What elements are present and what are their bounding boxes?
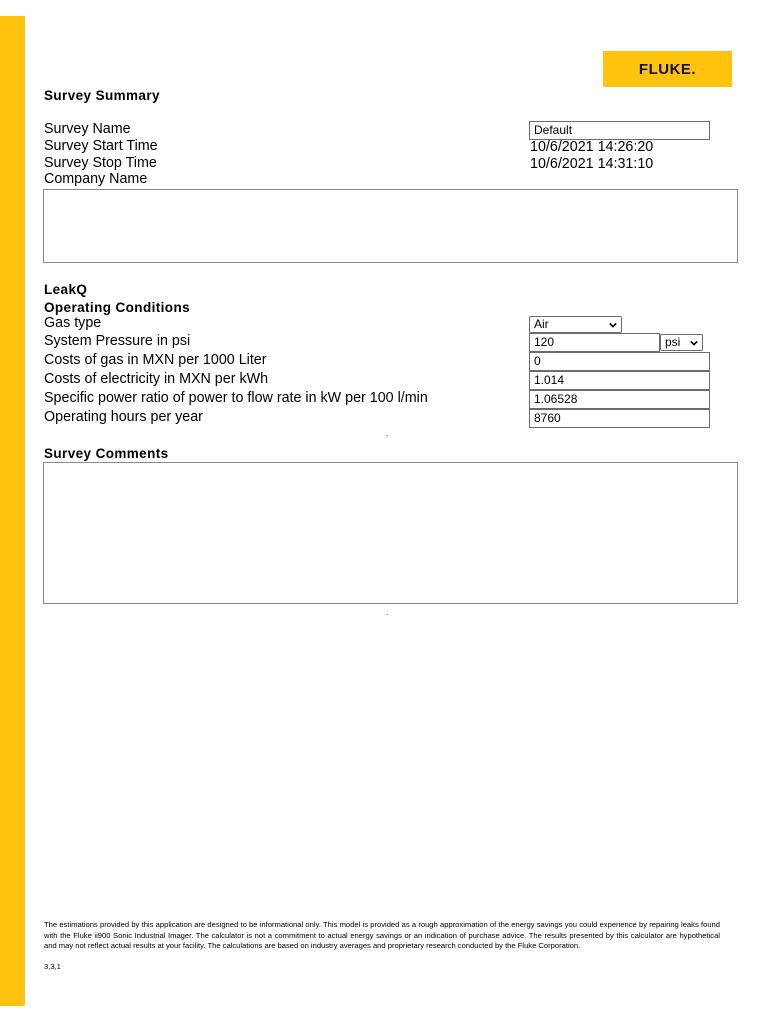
survey-stop-value: 10/6/2021 14:31:10 [530, 156, 654, 172]
pressure-input[interactable]: 120 [529, 333, 660, 352]
gas-cost-label: Costs of gas in MXN per 1000 Liter [44, 352, 267, 368]
survey-comments-heading: Survey Comments [44, 446, 169, 461]
pressure-unit-select[interactable] [660, 334, 703, 351]
survey-comments-textarea[interactable] [43, 462, 738, 604]
survey-start-label: Survey Start Time [44, 138, 158, 154]
survey-start-value: 10/6/2021 14:26:20 [530, 139, 654, 155]
chevron-down-icon [609, 321, 617, 329]
survey-stop-label: Survey Stop Time [44, 155, 157, 171]
company-name-textarea[interactable] [43, 189, 738, 263]
gas-type-label: Gas type [44, 315, 102, 331]
electricity-cost-label: Costs of electricity in MXN per kWh [44, 371, 269, 387]
power-ratio-input[interactable]: 1.06528 [529, 390, 710, 409]
separator-dot: . [386, 608, 389, 617]
side-accent-bar [0, 16, 25, 1006]
operating-conditions-heading: Operating Conditions [44, 300, 190, 315]
pressure-unit-selected: psi [665, 335, 681, 349]
operating-hours-label: Operating hours per year [44, 409, 203, 425]
leakq-heading: LeakQ [44, 282, 88, 297]
gas-type-select[interactable] [529, 316, 622, 333]
electricity-cost-input[interactable]: 1.014 [529, 371, 710, 390]
survey-name-label: Survey Name [44, 121, 131, 137]
chevron-down-icon [690, 339, 698, 347]
disclaimer-text: The estimations provided by this application are designed to be informational only. This model is provided as a rough approximation of the energy savings you could experience by repairing leaks found with the Fluke ii900 Sonic Industrial Imager. The calculator is not a commitment to actual energy savings or an indication of purchase advice. The results presented by this calculator are hypothetical and may not reflect actual results at your facility. The calculations are based on industry averages and proprietary research conducted by the Fluke Corporation. [44, 920, 720, 950]
logo-text: FLUKE. [638, 60, 697, 78]
operating-hours-input[interactable]: 8760 [529, 409, 710, 428]
gas-cost-input[interactable]: 0 [529, 352, 710, 371]
survey-summary-heading: Survey Summary [44, 88, 160, 103]
version-text: 3,3,1 [44, 962, 61, 971]
fluke-logo [603, 51, 732, 87]
separator-dot: . [386, 429, 389, 438]
power-ratio-label: Specific power ratio of power to flow rate in kW per 100 l/min [44, 390, 428, 406]
company-name-label: Company Name [44, 171, 148, 187]
gas-type-selected: Air [534, 317, 549, 331]
pressure-label: System Pressure in psi [44, 333, 191, 349]
survey-name-input[interactable]: Default [529, 121, 710, 140]
